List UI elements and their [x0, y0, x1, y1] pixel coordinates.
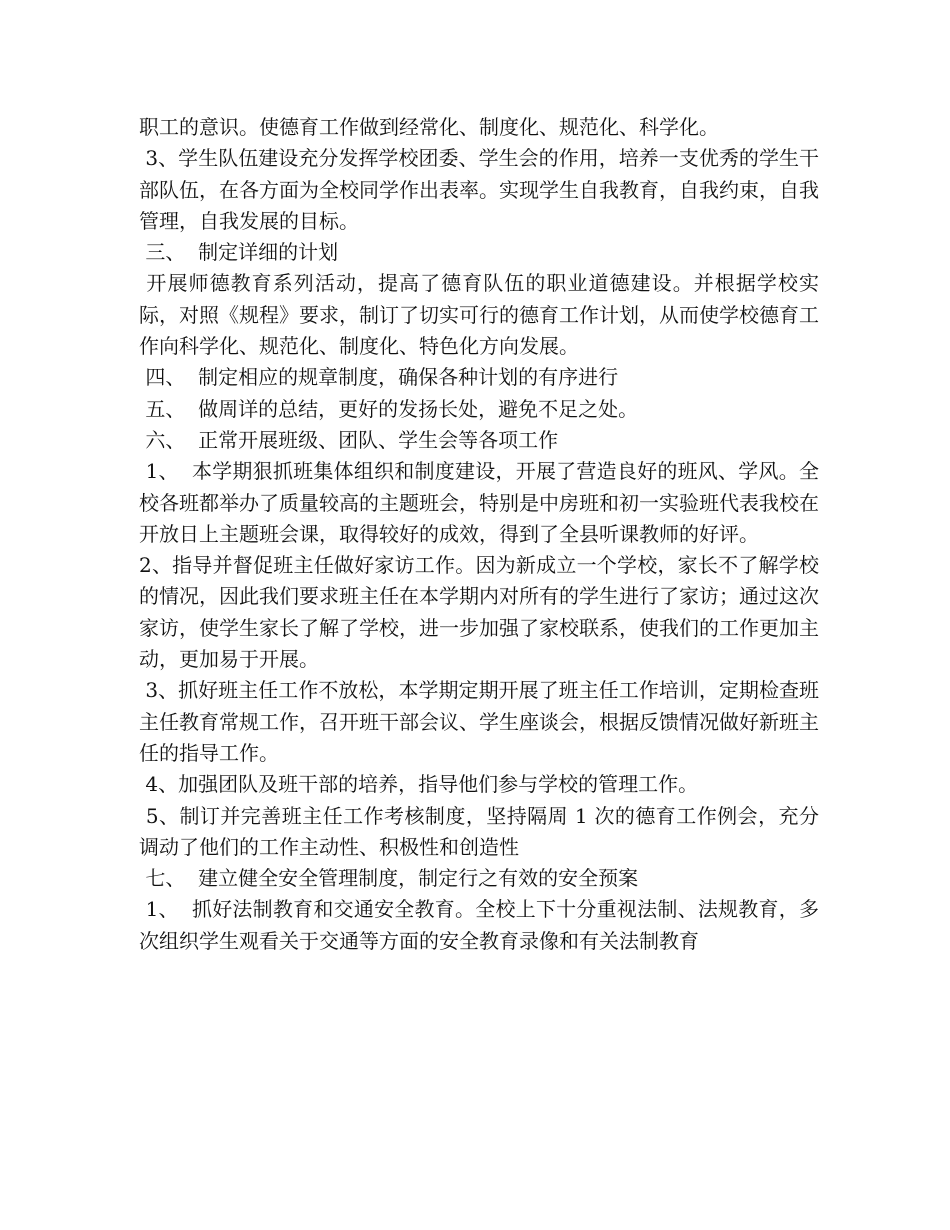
paragraph-assessment-system: 5、制订并完善班主任工作考核制度，坚持隔周 1 次的德育工作例会，充分调动了他们的工作主动性、积极性和创造性 — [139, 803, 819, 859]
heading-section-6: 六、 正常开展班级、团队、学生会等各项工作 — [139, 427, 559, 452]
paragraph-continuation: 职工的意识。使德育工作做到经常化、制度化、规范化、科学化。 — [139, 115, 719, 139]
document-body — [139, 112, 819, 957]
paragraph-teacher-ethics: 开展师德教育系列活动，提高了德育队伍的职业道德建设。并根据学校实际，对照《规程》要求，制订了切实可行的德育工作计划，从而使学校德育工作向科学化、规范化、制度化、特色化方向发展。 — [139, 271, 820, 359]
heading-section-5: 五、 做周详的总结，更好的发扬长处，避免不足之处。 — [139, 396, 639, 421]
paragraph-home-visits: 2、指导并督促班主任做好家访工作。因为新成立一个学校，家长不了解学校的情况，因此我们要求班主任在本学期内对所有的学生进行了家访；通过这次家访，使学生家长了解了学校，进一步加强了家校联系，使我们的工作更加主动，更加易于开展。 — [139, 553, 819, 672]
paragraph-head-teacher-work: 3、抓好班主任工作不放松，本学期定期开展了班主任工作培训，定期检查班主任教育常规工作，召开班干部会议、学生座谈会，根据反馈情况做好新班主任的指导工作。 — [139, 678, 819, 765]
heading-section-7: 七、 建立健全安全管理制度，制定行之有效的安全预案 — [139, 866, 639, 891]
heading-section-3: 三、 制定详细的计划 — [139, 240, 339, 265]
paragraph-safety-education: 1、 抓好法制教育和交通安全教育。全校上下十分重视法制、法规教育，多次组织学生观看关于交通等方面的安全教育录像和有关法制教育 — [139, 897, 819, 953]
paragraph-class-building: 1、 本学期狠抓班集体组织和制度建设，开展了营造良好的班风、学风。全校各班都举办了质量较高的主题班会，特别是中房班和初一实验班代表我校在开放日上主题班会课，取得较好的成效，得到了全县听课教师的好评。 — [139, 459, 819, 546]
heading-section-4: 四、 制定相应的规章制度，确保各种计划的有序进行 — [139, 365, 619, 390]
paragraph-cadre-training: 4、加强团队及班干部的培养，指导他们参与学校的管理工作。 — [139, 772, 699, 797]
paragraph-student-team: 3、学生队伍建设充分发挥学校团委、学生会的作用，培养一支优秀的学生干部队伍，在各方面为全校同学作出表率。实现学生自我教育，自我约束，自我管理，自我发展的目标。 — [139, 146, 819, 233]
